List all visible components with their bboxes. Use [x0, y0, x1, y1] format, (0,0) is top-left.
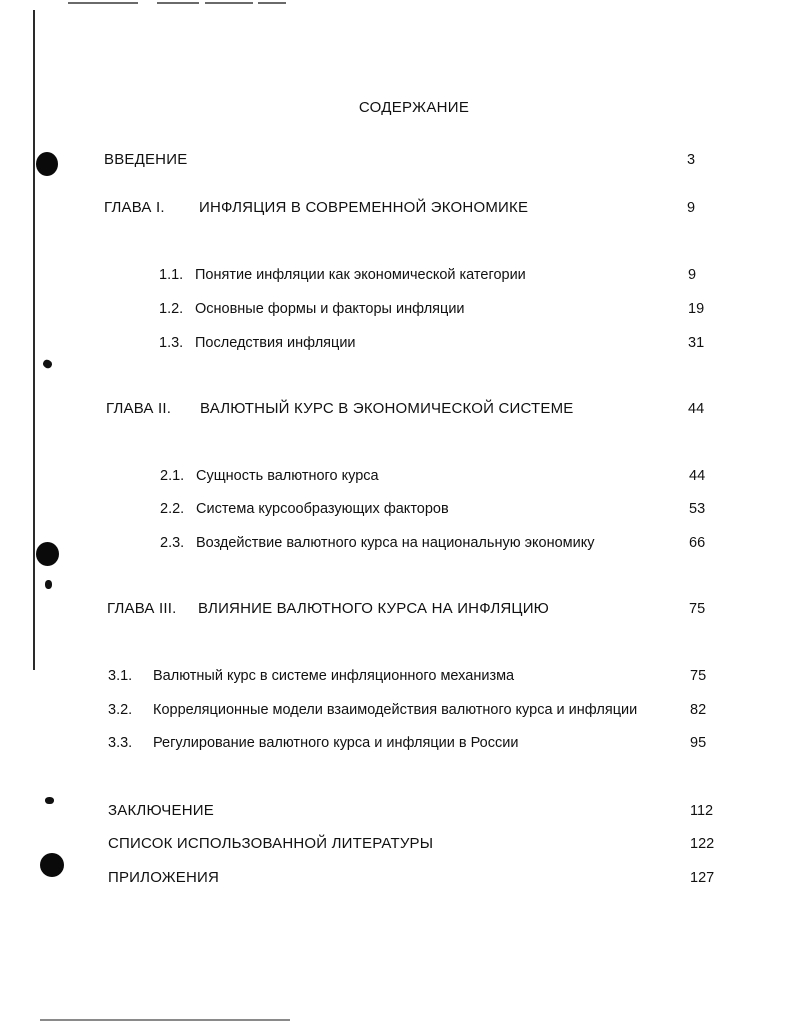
section-title: Валютный курс в системе инфляционного механизма [153, 668, 515, 684]
section-title: Корреляционные модели взаимодействия валютного курса и инфляции [153, 702, 638, 718]
section-page: 53 [689, 501, 706, 517]
section-number: 3.1. [108, 668, 133, 684]
section-number: 2.3. [160, 535, 185, 551]
section-page: 66 [689, 535, 706, 551]
section-number: 1.1. [159, 267, 184, 283]
chapter-page: 75 [689, 601, 706, 617]
section-number: 3.2. [108, 702, 133, 718]
toc-appendices-page: 127 [690, 870, 715, 886]
section-title: Сущность валютного курса [196, 468, 379, 484]
toc-conclusion-page: 112 [690, 803, 714, 819]
toc-bibliography-page: 122 [690, 836, 715, 852]
section-number: 1.3. [159, 335, 184, 351]
chapter-title: ВАЛЮТНЫЙ КУРС В ЭКОНОМИЧЕСКОЙ СИСТЕМЕ [200, 400, 574, 417]
section-page: 75 [690, 668, 707, 684]
section-number: 1.2. [159, 301, 184, 317]
toc-conclusion-label: ЗАКЛЮЧЕНИЕ [108, 802, 214, 819]
chapter-label: ГЛАВА I. [104, 199, 165, 216]
binder-hole [36, 542, 59, 566]
section-number: 3.3. [108, 735, 133, 751]
scan-top-line [205, 2, 253, 4]
section-page: 82 [690, 702, 707, 718]
toc-intro-label: ВВЕДЕНИЕ [104, 151, 188, 168]
toc-intro-page: 3 [687, 152, 696, 168]
section-title: Регулирование валютного курса и инфляции в России [153, 735, 519, 751]
chapter-label: ГЛАВА III. [107, 600, 177, 617]
section-number: 2.2. [160, 501, 185, 517]
binder-hole [40, 853, 64, 877]
chapter-page: 9 [687, 200, 696, 216]
scan-top-line [157, 2, 199, 4]
chapter-page: 44 [688, 401, 705, 417]
toc-bibliography-label: СПИСОК ИСПОЛЬЗОВАННОЙ ЛИТЕРАТУРЫ [108, 835, 434, 852]
section-title: Воздействие валютного курса на национальную экономику [196, 535, 595, 551]
scan-speck [42, 358, 54, 369]
page-title: СОДЕРЖАНИЕ [358, 99, 470, 116]
section-title: Последствия инфляции [195, 335, 356, 351]
chapter-label: ГЛАВА II. [106, 400, 172, 417]
scan-top-line [258, 2, 286, 4]
scan-speck [45, 580, 52, 589]
scan-speck [45, 797, 54, 804]
section-page: 31 [688, 335, 705, 351]
chapter-title: ИНФЛЯЦИЯ В СОВРЕМЕННОЙ ЭКОНОМИКЕ [199, 199, 529, 216]
section-page: 95 [690, 735, 707, 751]
binder-hole [36, 152, 58, 176]
section-title: Основные формы и факторы инфляции [195, 301, 465, 317]
section-page: 44 [689, 468, 706, 484]
toc-appendices-label: ПРИЛОЖЕНИЯ [108, 869, 220, 886]
chapter-title: ВЛИЯНИЕ ВАЛЮТНОГО КУРСА НА ИНФЛЯЦИЮ [198, 600, 550, 617]
scan-bottom-line [40, 1019, 290, 1021]
section-title: Понятие инфляции как экономической категории [195, 267, 526, 283]
scan-top-line [68, 2, 138, 4]
section-number: 2.1. [160, 468, 185, 484]
section-title: Система курсообразующих факторов [196, 501, 449, 517]
section-page: 9 [688, 267, 697, 283]
section-page: 19 [688, 301, 705, 317]
